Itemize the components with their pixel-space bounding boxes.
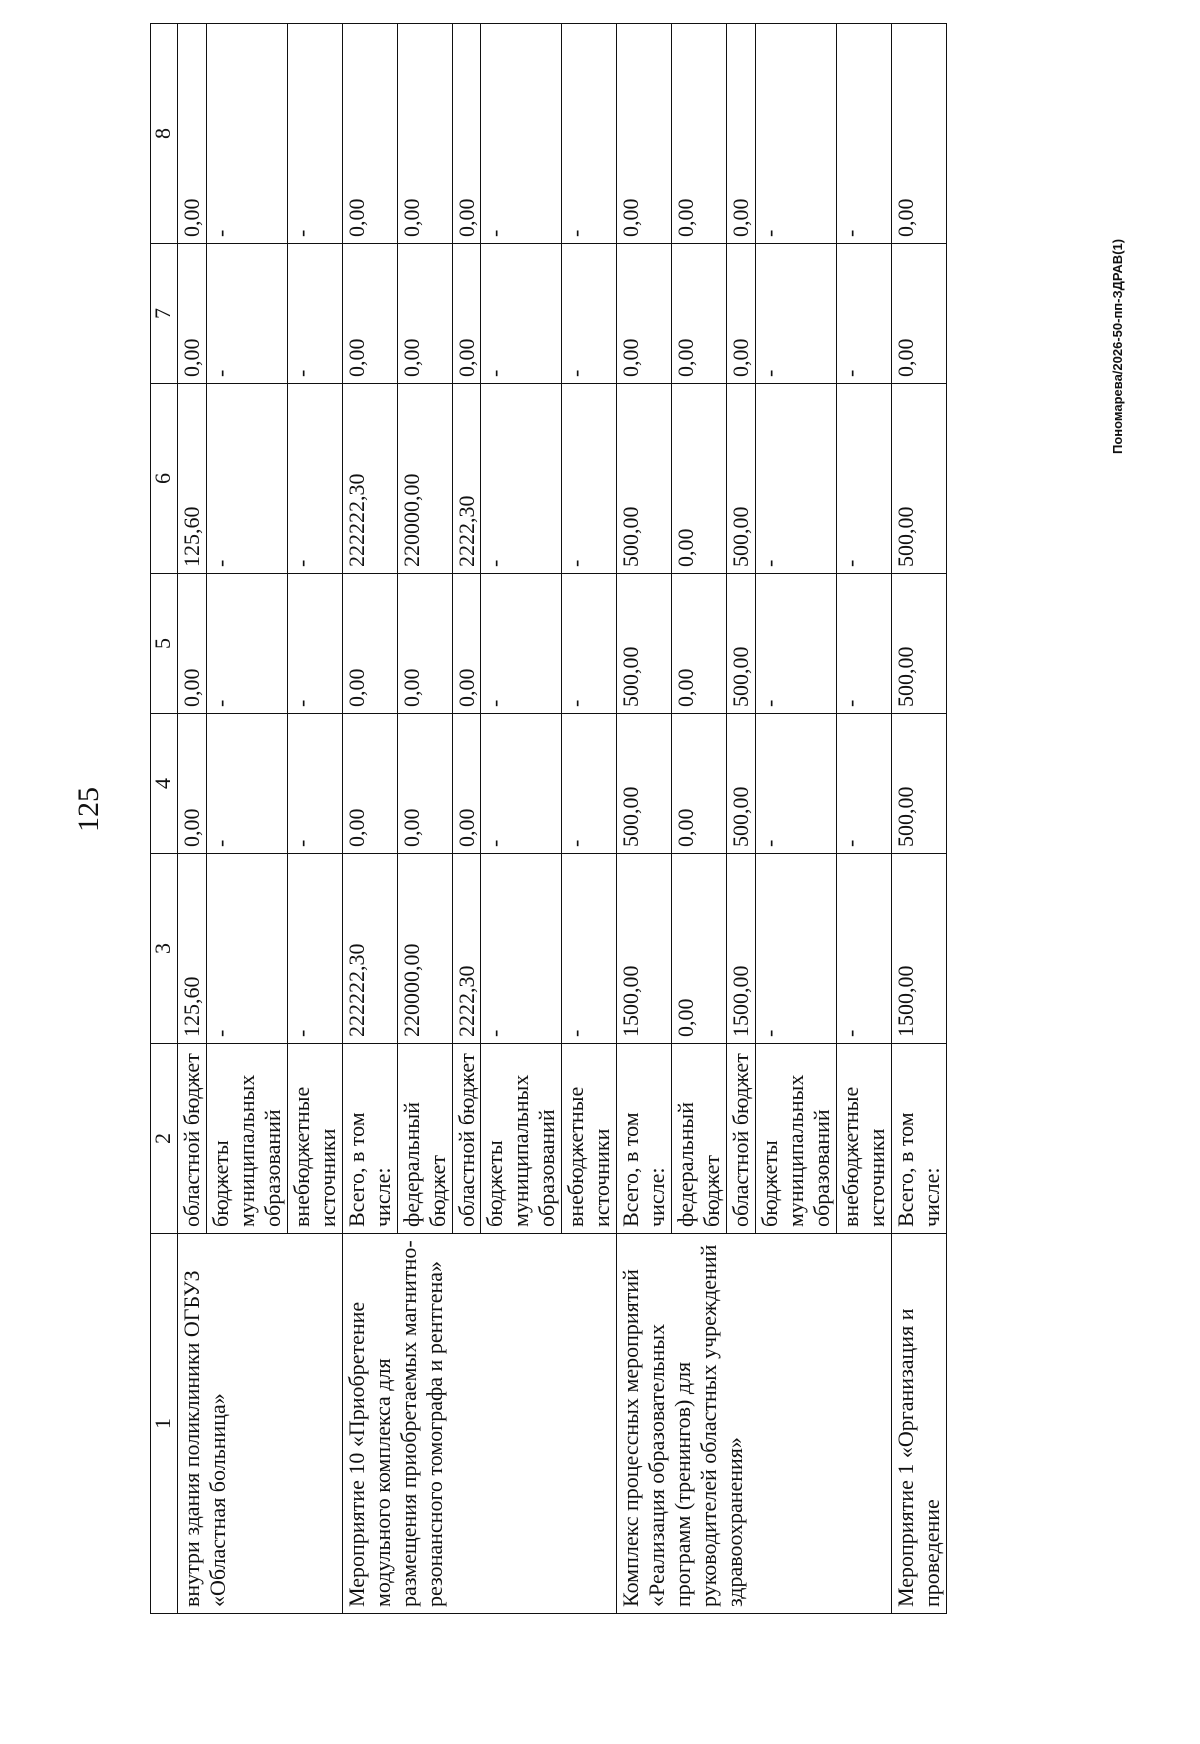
amount-cell: -	[836, 574, 891, 714]
funding-source-cell: Всего, в том числе:	[891, 1044, 946, 1234]
amount-cell: -	[206, 24, 287, 244]
table-row	[891, 24, 946, 1614]
amount-cell: 0,00	[452, 244, 481, 384]
column-number: 4	[151, 714, 178, 854]
table-row	[178, 24, 207, 1614]
amount-cell: -	[287, 714, 342, 854]
amount-cell: 0,00	[672, 574, 727, 714]
amount-cell: 1500,00	[891, 854, 946, 1044]
amount-cell: 125,60	[178, 854, 207, 1044]
activity-name-cell: Мероприятие 1 «Организация и проведение	[891, 1234, 946, 1614]
amount-cell: 220000,00	[397, 854, 452, 1044]
amount-cell: 0,00	[672, 714, 727, 854]
amount-cell: 0,00	[178, 24, 207, 244]
amount-cell: -	[206, 244, 287, 384]
amount-cell: -	[562, 244, 617, 384]
amount-cell: 0,00	[178, 244, 207, 384]
amount-cell: 222222,30	[342, 384, 397, 574]
amount-cell: 0,00	[727, 244, 756, 384]
amount-cell: 500,00	[617, 384, 672, 574]
funding-source-cell: бюджеты муниципальных образований	[481, 1044, 562, 1234]
amount-cell: 0,00	[617, 244, 672, 384]
amount-cell: -	[836, 244, 891, 384]
document-code: Пономарева/2026-50-пп-ЗДРАВ(1)	[1110, 238, 1125, 454]
amount-cell: 0,00	[397, 714, 452, 854]
amount-cell: -	[836, 854, 891, 1044]
amount-cell: 500,00	[617, 714, 672, 854]
amount-cell: -	[756, 244, 837, 384]
activity-name-cell: внутри здания поликлиники ОГБУЗ «Областная больница»	[178, 1234, 343, 1614]
funding-source-cell: внебюджетные источники	[287, 1044, 342, 1234]
amount-cell: -	[206, 714, 287, 854]
amount-cell: 0,00	[727, 24, 756, 244]
amount-cell: 0,00	[452, 714, 481, 854]
funding-source-cell: внебюджетные источники	[562, 1044, 617, 1234]
column-number-row	[151, 24, 178, 1614]
amount-cell: 222222,30	[342, 854, 397, 1044]
amount-cell: 0,00	[397, 574, 452, 714]
amount-cell: 0,00	[891, 24, 946, 244]
amount-cell: -	[836, 24, 891, 244]
column-number: 3	[151, 854, 178, 1044]
amount-cell: -	[756, 384, 837, 574]
amount-cell: 500,00	[727, 714, 756, 854]
amount-cell: 500,00	[617, 574, 672, 714]
amount-cell: -	[562, 384, 617, 574]
amount-cell: -	[287, 574, 342, 714]
amount-cell: -	[562, 854, 617, 1044]
amount-cell: 500,00	[891, 714, 946, 854]
amount-cell: 1500,00	[727, 854, 756, 1044]
page-number: 125	[72, 787, 105, 832]
table-row	[617, 24, 672, 1614]
amount-cell: 500,00	[727, 574, 756, 714]
amount-cell: -	[836, 714, 891, 854]
amount-cell: 0,00	[342, 244, 397, 384]
column-number: 5	[151, 574, 178, 714]
funding-source-cell: бюджеты муниципальных образований	[206, 1044, 287, 1234]
funding-source-cell: Всего, в том числе:	[342, 1044, 397, 1234]
column-number: 2	[151, 1044, 178, 1234]
amount-cell: 0,00	[617, 24, 672, 244]
amount-cell: -	[481, 244, 562, 384]
amount-cell: -	[756, 24, 837, 244]
activity-name-cell: Мероприятие 10 «Приобретение модульного комплекса для размещения приобретаемых магнитно-резонансного томографа и рентгена»	[342, 1234, 617, 1614]
funding-source-cell: областной бюджет	[178, 1044, 207, 1234]
amount-cell: 0,00	[672, 24, 727, 244]
amount-cell: -	[562, 574, 617, 714]
amount-cell: 0,00	[397, 244, 452, 384]
column-number: 8	[151, 24, 178, 244]
amount-cell: 125,60	[178, 384, 207, 574]
amount-cell: -	[481, 574, 562, 714]
amount-cell: 220000,00	[397, 384, 452, 574]
activity-name-cell: Комплекс процессных мероприятий «Реализация образовательных программ (тренингов) для руководителей областных учреждений здравоохранения»	[617, 1234, 892, 1614]
amount-cell: 0,00	[342, 574, 397, 714]
amount-cell: -	[562, 714, 617, 854]
column-number: 6	[151, 384, 178, 574]
budget-table	[150, 23, 947, 1614]
funding-source-cell: бюджеты муниципальных образований	[756, 1044, 837, 1234]
amount-cell: 500,00	[891, 574, 946, 714]
amount-cell: 0,00	[342, 714, 397, 854]
amount-cell: 2222,30	[452, 854, 481, 1044]
amount-cell: 0,00	[178, 714, 207, 854]
funding-source-cell: областной бюджет	[727, 1044, 756, 1234]
amount-cell: -	[287, 24, 342, 244]
amount-cell: -	[481, 24, 562, 244]
amount-cell: 0,00	[452, 574, 481, 714]
amount-cell: -	[756, 574, 837, 714]
amount-cell: -	[481, 854, 562, 1044]
amount-cell: -	[287, 244, 342, 384]
funding-source-cell: внебюджетные источники	[836, 1044, 891, 1234]
funding-source-cell: областной бюджет	[452, 1044, 481, 1234]
amount-cell: 0,00	[672, 854, 727, 1044]
amount-cell: 0,00	[178, 574, 207, 714]
amount-cell: 0,00	[397, 24, 452, 244]
amount-cell: -	[481, 714, 562, 854]
amount-cell: 1500,00	[617, 854, 672, 1044]
amount-cell: 0,00	[342, 24, 397, 244]
funding-source-cell: федеральный бюджет	[397, 1044, 452, 1234]
amount-cell: 500,00	[891, 384, 946, 574]
amount-cell: -	[206, 854, 287, 1044]
funding-source-cell: федеральный бюджет	[672, 1044, 727, 1234]
funding-source-cell: Всего, в том числе:	[617, 1044, 672, 1234]
amount-cell: 2222,30	[452, 384, 481, 574]
amount-cell: -	[206, 384, 287, 574]
amount-cell: 0,00	[891, 244, 946, 384]
table-row	[342, 24, 397, 1614]
amount-cell: -	[481, 384, 562, 574]
column-number: 7	[151, 244, 178, 384]
amount-cell: -	[756, 854, 837, 1044]
amount-cell: -	[756, 714, 837, 854]
amount-cell: -	[206, 574, 287, 714]
amount-cell: 0,00	[672, 244, 727, 384]
amount-cell: 0,00	[672, 384, 727, 574]
amount-cell: -	[562, 24, 617, 244]
amount-cell: 0,00	[452, 24, 481, 244]
amount-cell: -	[836, 384, 891, 574]
amount-cell: -	[287, 384, 342, 574]
column-number: 1	[151, 1234, 178, 1614]
amount-cell: -	[287, 854, 342, 1044]
amount-cell: 500,00	[727, 384, 756, 574]
